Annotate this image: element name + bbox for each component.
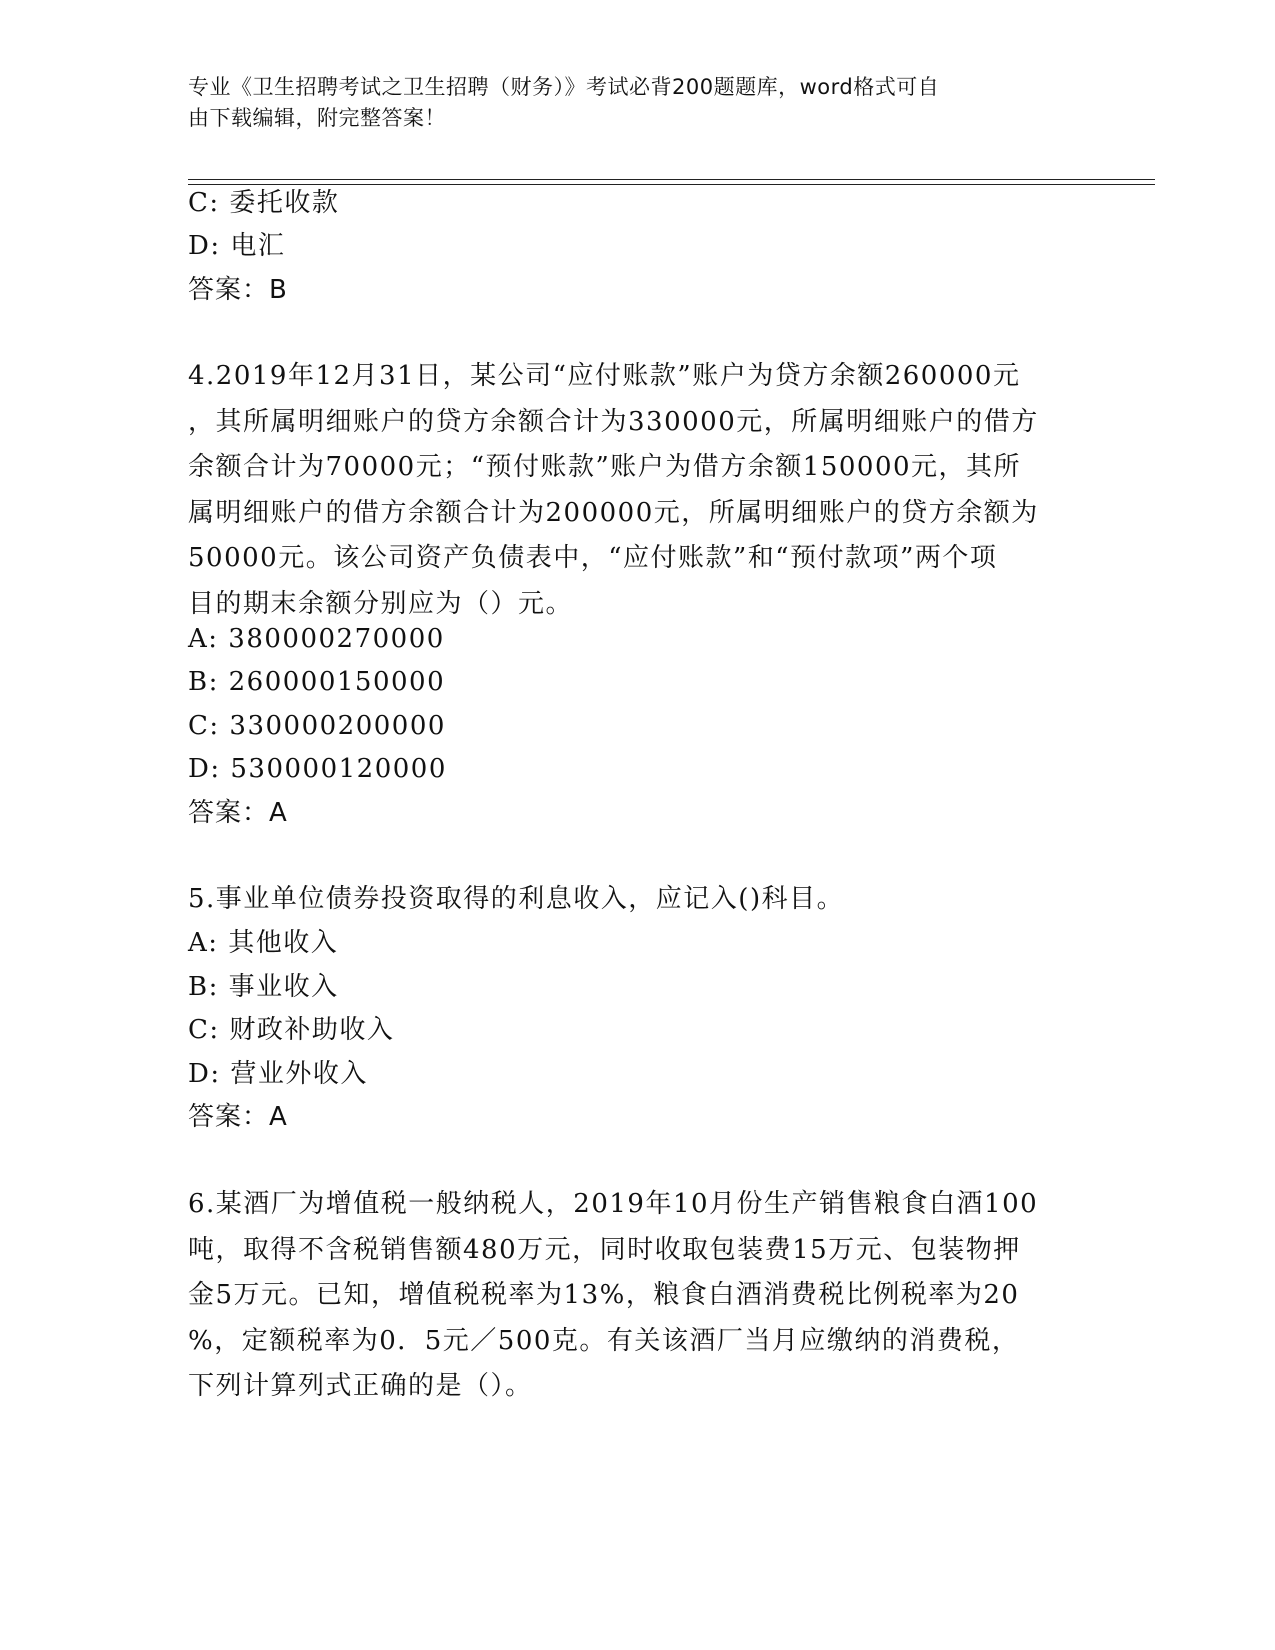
q5-stem (188, 877, 1093, 923)
q4-option-d: D: 530000120000 (188, 754, 447, 784)
q4-option-b: B: 260000150000 (188, 667, 446, 697)
q6-stem-line: 金5万元。已知，增值税税率为13%，粮食白酒消费税比例税率为20 (188, 1280, 1020, 1310)
q5-option-a: A: 其他收入 (188, 928, 339, 958)
q4-stem-line: 目的期末余额分别应为（）元。 (188, 588, 574, 619)
q5-answer: 答案：A (188, 1102, 288, 1132)
q5-option-b: B: 事业收入 (188, 972, 339, 1002)
q4-stem-line: 属明细账户的借方余额合计为200000元，所属明细账户的贷方余额为 (188, 497, 1039, 528)
q5-option-c: C: 财政补助收入 (188, 1015, 395, 1045)
q4-option-c: C: 330000200000 (188, 711, 446, 741)
q4-stem (188, 354, 1093, 627)
q5-stem-line: 5.事业单位债券投资取得的利息收入，应记入()科目。 (188, 884, 845, 914)
q3-option-c: C: 委托收款 (188, 188, 340, 218)
q5-option-d: D: 营业外收入 (188, 1059, 368, 1089)
q4-answer: 答案：A (188, 798, 288, 828)
document-header (188, 72, 1078, 134)
q3-answer: 答案：B (188, 275, 288, 305)
q6-stem-line: %，定额税率为0．5元／500克。有关该酒厂当月应缴纳的消费税， (188, 1325, 1020, 1356)
q4-stem-line: 50000元。该公司资产负债表中，“应付账款”和“预付款项”两个项 (188, 543, 998, 573)
q6-stem-line: 下列计算列式正确的是（）。 (188, 1371, 533, 1401)
header-line-1: 专业《卫生招聘考试之卫生招聘（财务）》考试必背200题题库，word格式可自 (188, 75, 940, 99)
header-line-2: 由下载编辑，附完整答案！ (188, 106, 446, 130)
q6-stem-line: 吨，取得不含税销售额480万元，同时收取包装费15万元、包装物押 (188, 1234, 1021, 1265)
q4-stem-line: ，其所属明细账户的贷方余额合计为330000元，所属明细账户的借方 (188, 406, 1039, 437)
q3-option-d: D: 电汇 (188, 231, 286, 261)
q4-stem-line: 余额合计为70000元；“预付账款”账户为借方余额150000元，其所 (188, 452, 1022, 482)
q6-stem-line: 6.某酒厂为增值税一般纳税人，2019年10月份生产销售粮食白酒100 (188, 1189, 1039, 1219)
q4-option-a: A: 380000270000 (188, 624, 445, 654)
q6-stem (188, 1182, 1093, 1410)
q4-stem-line: 4.2019年12月31日，某公司“应付账款”账户为贷方余额260000元 (188, 361, 1021, 391)
